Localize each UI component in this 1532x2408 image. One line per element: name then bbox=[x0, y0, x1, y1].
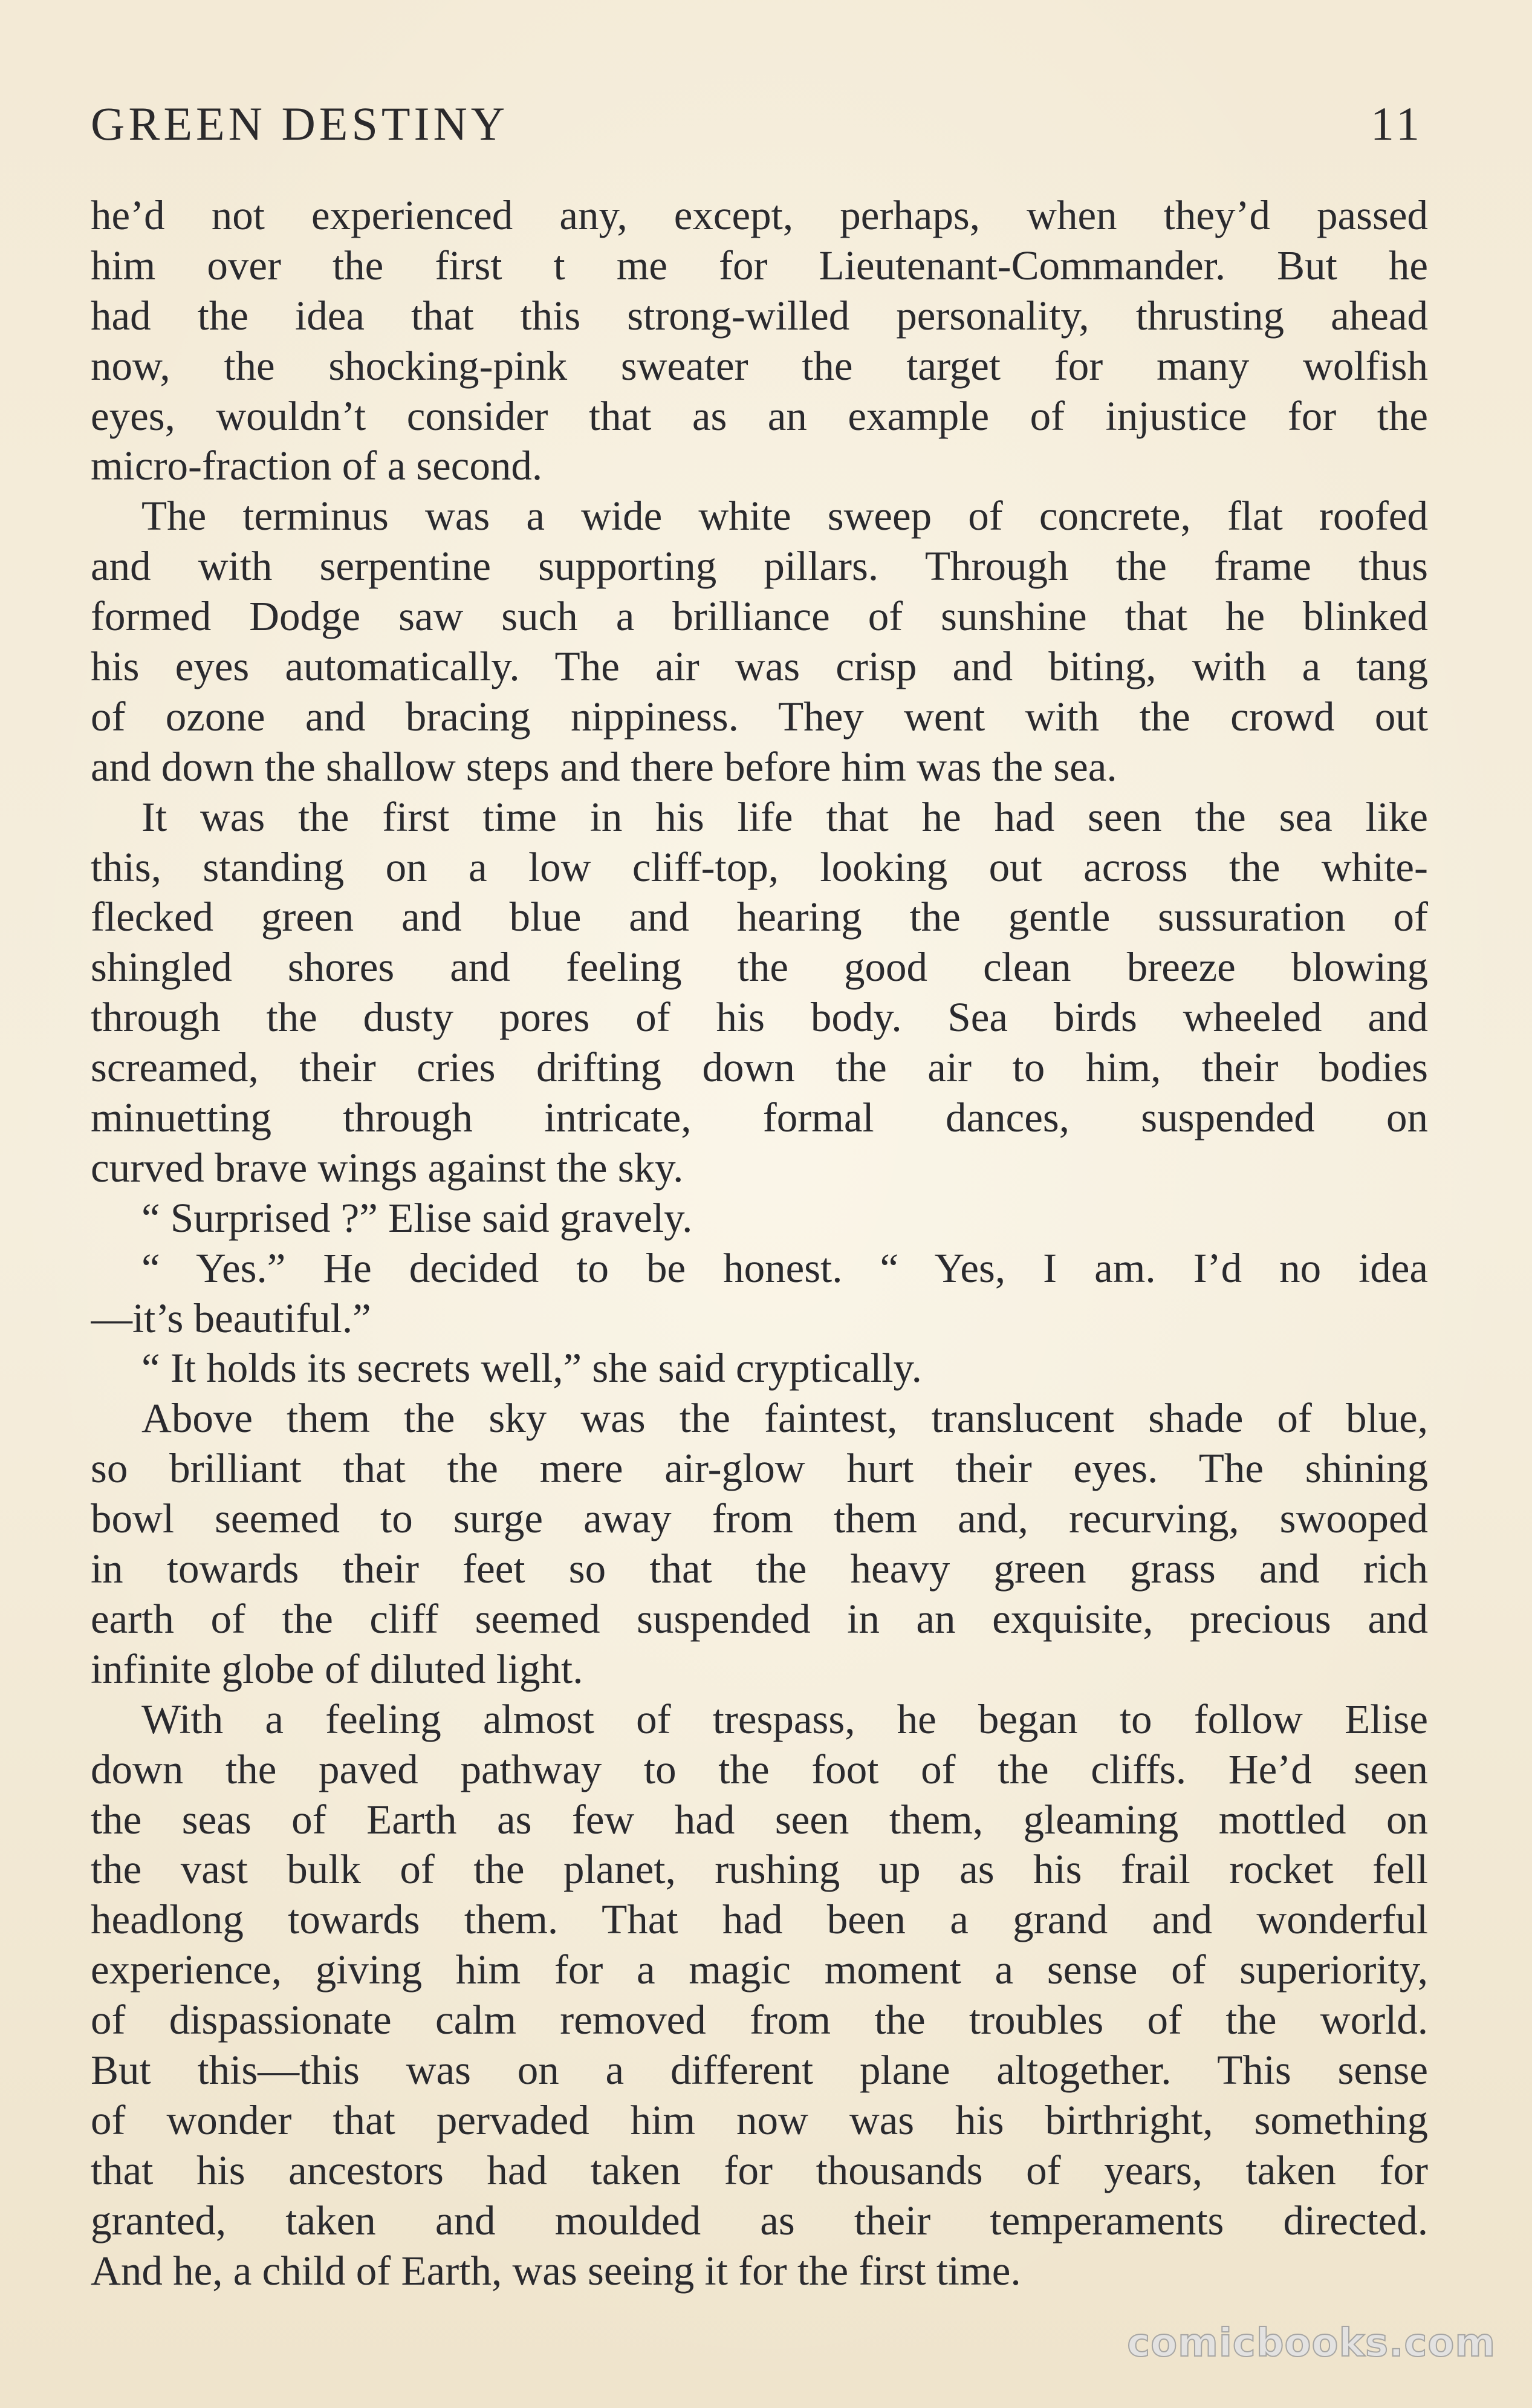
text-line: the vast bulk of the planet, rushing up as his frail rocket fell bbox=[91, 1846, 1428, 1893]
text-line: bowl seemed to surge away from them and, recurving, swooped bbox=[91, 1495, 1428, 1542]
text-line: infinite globe of diluted light. bbox=[91, 1645, 583, 1692]
text-line: eyes, wouldn’t consider that as an example of injustice for the bbox=[91, 392, 1428, 439]
paragraph bbox=[91, 1343, 1428, 1393]
page-number: 11 bbox=[1370, 97, 1423, 150]
text-line: so brilliant that the mere air-glow hurt their eyes. The shining bbox=[91, 1445, 1428, 1492]
text-line: But this—this was on a different plane altogether. This sense bbox=[91, 2046, 1428, 2093]
text-line: screamed, their cries drifting down the air to him, their bodies bbox=[91, 1044, 1428, 1091]
text-line: had the idea that this strong-willed personality, thrusting ahead bbox=[91, 292, 1428, 339]
text-line: Above them the sky was the faintest, translucent shade of blue, bbox=[141, 1395, 1428, 1442]
text-line: —it’s beautiful.” bbox=[91, 1295, 371, 1341]
text-line: he’d not experienced any, except, perhaps, when they’d passed bbox=[91, 192, 1428, 238]
text-line: shingled shores and feeling the good clean breeze blowing bbox=[91, 944, 1428, 991]
text-line: this, standing on a low cliff-top, looking out across the white- bbox=[91, 844, 1428, 890]
text-line: “ Yes.” He decided to be honest. “ Yes, I am. I’d no idea bbox=[141, 1245, 1428, 1291]
text-line: flecked green and blue and hearing the gentle sussuration of bbox=[91, 894, 1428, 940]
text-line: that his ancestors had taken for thousands of years, taken for bbox=[91, 2147, 1428, 2193]
text-line: experience, giving him for a magic moment a sense of superiority, bbox=[91, 1947, 1428, 1993]
text-line: With a feeling almost of trespass, he began to follow Elise bbox=[141, 1696, 1428, 1742]
paragraph bbox=[91, 1193, 1428, 1243]
paragraph bbox=[91, 190, 1428, 491]
running-head bbox=[91, 91, 1423, 157]
text-line: The terminus was a wide white sweep of concrete, flat roofed bbox=[141, 493, 1428, 539]
text-line: granted, taken and moulded as their temperaments directed. bbox=[91, 2197, 1428, 2244]
text-line: down the paved pathway to the foot of the cliffs. He’d seen bbox=[91, 1746, 1428, 1792]
text-line: minuetting through intricate, formal dances, suspended on bbox=[91, 1095, 1428, 1141]
text-line: now, the shocking-pink sweater the target for many wolfish bbox=[91, 342, 1428, 389]
text-line: micro-fraction of a second. bbox=[91, 443, 543, 489]
text-line: curved brave wings against the sky. bbox=[91, 1144, 684, 1191]
text-line: him over the first t me for Lieutenant-Commander. But he bbox=[91, 242, 1428, 288]
body-text bbox=[91, 190, 1428, 2296]
text-line: of ozone and bracing nippiness. They went with the crowd out bbox=[91, 693, 1428, 740]
watermark: comicbooks.com bbox=[1127, 2321, 1496, 2366]
text-line: headlong towards them. That had been a grand and wonderful bbox=[91, 1896, 1428, 1943]
text-line: of dispassionate calm removed from the troubles of the world. bbox=[91, 1997, 1428, 2043]
text-line: It was the first time in his life that he had seen the sea like bbox=[141, 793, 1428, 840]
paragraph bbox=[91, 1393, 1428, 1694]
text-line: the seas of Earth as few had seen them, gleaming mottled on bbox=[91, 1796, 1428, 1843]
paragraph bbox=[91, 491, 1428, 792]
paragraph bbox=[91, 792, 1428, 1193]
text-line: of wonder that pervaded him now was his birthright, something bbox=[91, 2097, 1428, 2143]
text-line: “ It holds its secrets well,” she said cryptically. bbox=[141, 1345, 922, 1391]
text-line: formed Dodge saw such a brilliance of sunshine that he blinked bbox=[91, 593, 1428, 640]
text-line: through the dusty pores of his body. Sea birds wheeled and bbox=[91, 994, 1428, 1041]
paragraph bbox=[91, 1243, 1428, 1344]
running-title: GREEN DESTINY bbox=[91, 97, 509, 150]
text-line: in towards their feet so that the heavy green grass and rich bbox=[91, 1546, 1428, 1592]
paragraph bbox=[91, 1694, 1428, 2296]
text-line: his eyes automatically. The air was crisp and biting, with a tang bbox=[91, 643, 1428, 690]
text-line: and with serpentine supporting pillars. Through the frame thus bbox=[91, 543, 1428, 590]
text-line: earth of the cliff seemed suspended in an exquisite, precious and bbox=[91, 1595, 1428, 1642]
text-line: “ Surprised ?” Elise said gravely. bbox=[141, 1194, 693, 1241]
text-line: and down the shallow steps and there before him was the sea. bbox=[91, 743, 1117, 790]
text-line: And he, a child of Earth, was seeing it for the first time. bbox=[91, 2247, 1021, 2294]
